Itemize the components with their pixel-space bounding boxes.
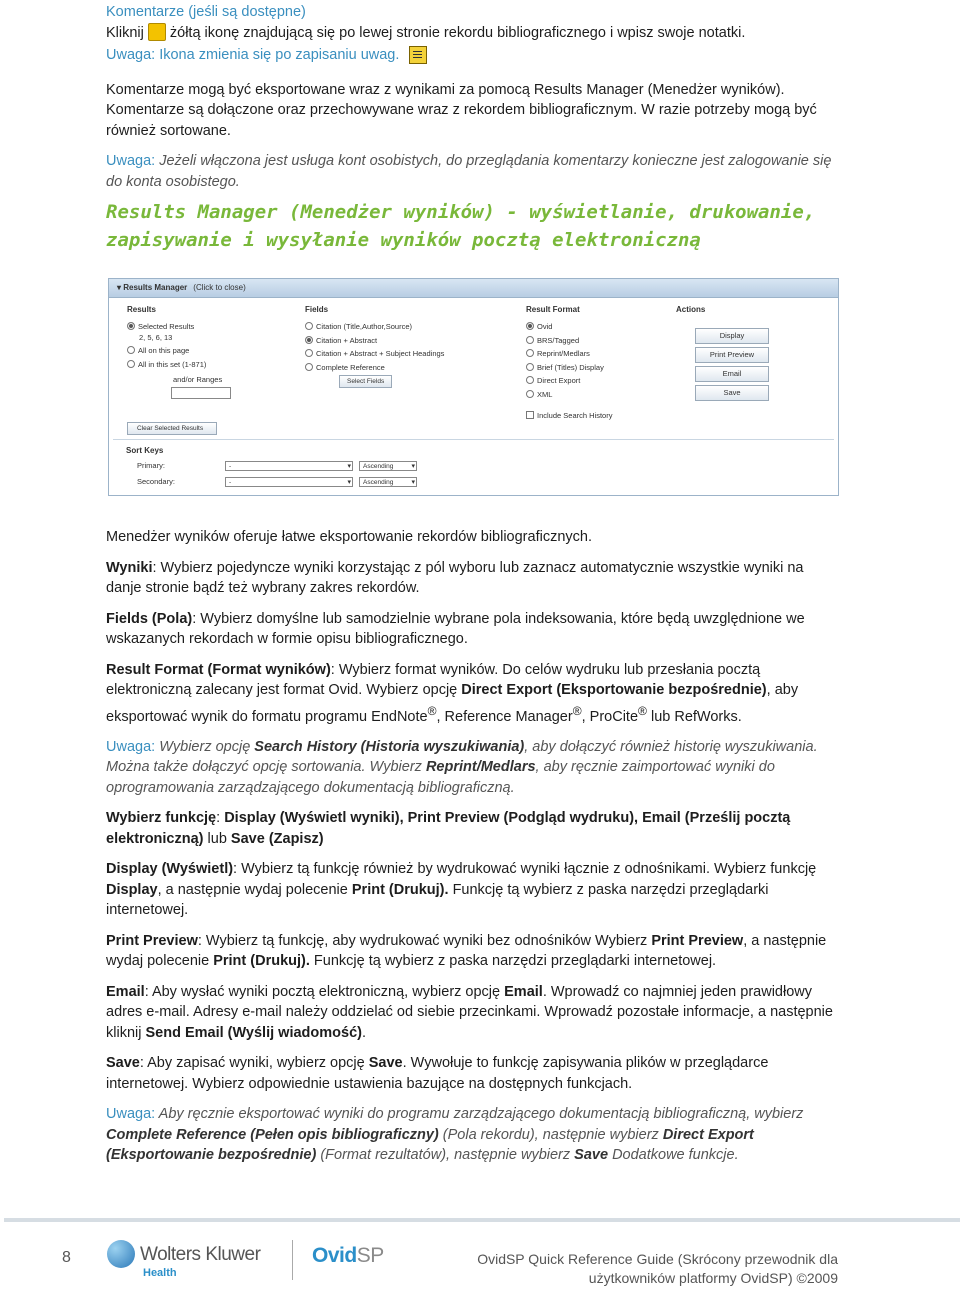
reg-mark: ® bbox=[427, 703, 437, 718]
reg-mark: ® bbox=[638, 703, 647, 718]
radio-icon bbox=[127, 360, 135, 368]
bold-term: Reprint/Medlars bbox=[425, 759, 536, 776]
text: : Wybierz pojedyncze wyniki korzystając z pól wyboru lub zaznacz automatycznie wszystkie wyniki na danje stronie bądź też wybrany zakres rekordów. bbox=[106, 559, 804, 596]
radio-icon bbox=[526, 336, 534, 344]
secondary-sort-select[interactable]: - ▾ bbox=[225, 477, 353, 487]
brand-name: Wolters Kluwer bbox=[140, 1244, 261, 1265]
opt-label: Citation + Abstract + Subject Headings bbox=[316, 349, 445, 358]
opt-format[interactable] bbox=[526, 320, 612, 334]
opt-label: Reprint/Medlars bbox=[537, 349, 590, 358]
saved-note-icon bbox=[409, 46, 427, 64]
divider bbox=[113, 439, 834, 440]
text: Dodatkowe funkcje. bbox=[608, 1147, 739, 1164]
text: : Wybierz domyślne lub samodzielnie wybrane pola indeksowania, które będą uwzględnione we wskazanych rekordach w formie opisu bibliograficznego. bbox=[106, 610, 805, 647]
rm-results-col bbox=[127, 305, 231, 399]
bold-term: Email bbox=[106, 983, 145, 1000]
para-result-format bbox=[106, 660, 841, 727]
bold-term: Wybierz funkcję bbox=[106, 810, 217, 827]
opt-format[interactable] bbox=[526, 374, 612, 388]
include-history-checkbox[interactable] bbox=[526, 409, 612, 423]
reg-mark: ® bbox=[572, 703, 582, 718]
text: , ProCite bbox=[581, 708, 639, 725]
radio-icon bbox=[127, 322, 135, 330]
bold-term: Result Format (Format wyników) bbox=[106, 661, 331, 678]
rm-results-title: Results bbox=[127, 305, 156, 314]
text: (Format rezultatów), następnie wybierz bbox=[316, 1147, 575, 1164]
text: . Wywołuje to funkcję zapisywania plików w przeglądarce internetowej. Wybierz odpowiednie ustawienia bazujące na dostępnych funkcjach. bbox=[106, 1055, 769, 1092]
email-button[interactable]: Email bbox=[695, 366, 769, 382]
ranges-input[interactable] bbox=[171, 387, 231, 399]
opt-label: Ovid bbox=[537, 322, 553, 331]
body-text bbox=[106, 527, 841, 1166]
text: . bbox=[361, 1024, 366, 1041]
note-text: Ikona zmienia się po zapisaniu uwag. bbox=[159, 47, 400, 63]
guide-title: OvidSP Quick Reference Guide (Skrócony przewodnik dla użytkowników platformy OvidSP) ©2009 bbox=[477, 1251, 838, 1286]
footer-separator bbox=[292, 1240, 293, 1280]
radio-icon bbox=[526, 363, 534, 371]
results-manager-panel bbox=[108, 278, 839, 496]
text: . Wprowadź co najmniej jeden prawidłowy adres e-mail. Adresy e-mail należy oddzielać od siebie przecinkami. Wprowadź pozostałe informacje, a następnie kliknij bbox=[106, 983, 833, 1041]
rm-format-title: Result Format bbox=[526, 305, 580, 314]
comments-line1 bbox=[106, 23, 841, 44]
para-save bbox=[106, 1053, 841, 1094]
opt-label: All in this set (1-871) bbox=[138, 359, 207, 369]
bold-term: Print (Drukuj). bbox=[213, 953, 310, 970]
opt-all-page[interactable] bbox=[127, 344, 231, 358]
save-button[interactable]: Save bbox=[695, 385, 769, 401]
para-fields bbox=[106, 609, 841, 650]
primary-label: Primary: bbox=[137, 461, 165, 470]
rm-close-hint: (Click to close) bbox=[193, 283, 246, 292]
and-or-ranges: and/or Ranges bbox=[173, 375, 223, 384]
bold-term: Display bbox=[106, 881, 158, 898]
opt-format[interactable] bbox=[526, 347, 612, 361]
logo-sp: SP bbox=[356, 1244, 384, 1267]
rm-format-col bbox=[526, 305, 612, 423]
rm-fields-col bbox=[305, 305, 444, 388]
text: Kliknij bbox=[106, 24, 144, 41]
text: lub bbox=[203, 830, 231, 847]
bold-term: Save (Zapisz) bbox=[230, 830, 324, 847]
bold-term: Display (Wyświetl wyniki), Print Preview (Podgląd wydruku), Email (Prześlij pocztą elektroniczną) bbox=[106, 810, 791, 847]
text: : bbox=[216, 810, 225, 827]
text: : Wybierz tą funkcję, aby wydrukować wyniki bez odnośników Wybierz bbox=[197, 932, 652, 949]
opt-format[interactable] bbox=[526, 334, 612, 348]
footer-divider bbox=[4, 1218, 960, 1222]
radio-icon bbox=[526, 390, 534, 398]
radio-icon bbox=[305, 322, 313, 330]
radio-icon bbox=[305, 336, 313, 344]
radio-icon bbox=[526, 349, 534, 357]
selected-list: 2, 5, 6, 13 bbox=[139, 332, 173, 342]
bold-term: Direct Export (Eksportowanie bezpośrednie) bbox=[461, 682, 767, 698]
comments-note bbox=[106, 45, 841, 66]
para-email bbox=[106, 982, 841, 1044]
opt-field[interactable] bbox=[305, 320, 444, 334]
bold-term: Display (Wyświetl) bbox=[106, 861, 234, 878]
text: , aby eksportować wynik do formatu programu EndNote bbox=[106, 682, 799, 725]
logo-ovid: Ovid bbox=[312, 1244, 357, 1267]
rm-actions-col bbox=[676, 305, 769, 404]
comments-para: Komentarze mogą być eksportowane wraz z wynikami za pomocą Results Manager (Menedżer wyników). Komentarze są dołączone oraz przechowywane wraz z rekordem bibliograficznym. W razie potrzeby mogą być również sortowane. bbox=[106, 81, 817, 139]
radio-icon bbox=[305, 363, 313, 371]
primary-sort-select[interactable]: - ▾ bbox=[225, 461, 353, 471]
note-label: Uwaga: bbox=[106, 47, 156, 63]
comments-note2 bbox=[106, 151, 841, 192]
opt-field[interactable] bbox=[305, 347, 444, 361]
bold-term: Direct Export (Eksportowanie bezpośrednie) bbox=[106, 1126, 754, 1164]
text: Aby ręcznie eksportować wyniki do programu zarządzającego dokumentacją bibliograficzną, wybierz bbox=[155, 1106, 804, 1123]
opt-field[interactable] bbox=[305, 334, 444, 348]
checkbox-icon bbox=[526, 411, 534, 419]
note-manual-export bbox=[106, 1104, 841, 1166]
section-title: Results Manager (Menedżer wyników) - wyświetlanie, drukowanie, zapisywanie i wysyłanie wyników pocztą elektroniczną bbox=[106, 201, 816, 251]
bold-term: Save bbox=[574, 1147, 609, 1164]
note-label: Uwaga: bbox=[106, 738, 156, 755]
bold-term: Print (Drukuj). bbox=[351, 881, 449, 898]
rm-fields-title: Fields bbox=[305, 305, 329, 314]
text: Funkcję tą wybierz z paska narzędzi przeglądarki internetowej. bbox=[309, 953, 717, 970]
brand-sub: Health bbox=[143, 1267, 177, 1279]
opt-field[interactable] bbox=[305, 361, 444, 375]
text: żółtą ikonę znajdującą się po lewej stronie rekordu bibliograficznego i wpisz swoje notatki. bbox=[169, 24, 746, 41]
display-button[interactable]: Display bbox=[695, 328, 769, 344]
text: lub RefWorks. bbox=[646, 708, 742, 725]
print-preview-button[interactable]: Print Preview bbox=[695, 347, 769, 363]
sort-keys-title: Sort Keys bbox=[126, 446, 164, 455]
bold-term: Wyniki bbox=[106, 559, 153, 576]
rm-header[interactable]: ▾ Results Manager (Click to close) bbox=[109, 279, 838, 298]
opt-label: BRS/Tagged bbox=[537, 335, 580, 345]
rm-actions-title: Actions bbox=[676, 305, 706, 314]
opt-label: Citation + Abstract bbox=[316, 335, 378, 345]
note-search-history bbox=[106, 737, 841, 799]
select-fields-button[interactable]: Select Fields bbox=[339, 375, 392, 388]
para-display bbox=[106, 859, 841, 921]
yellow-note-icon bbox=[148, 23, 166, 41]
comments-heading: Komentarze (jeśli są dostępne) bbox=[106, 4, 306, 20]
text: , aby dołączyć również historię wyszukiwania. Można także dołączyć opcję sortowania. Wybierz bbox=[106, 738, 818, 776]
radio-icon bbox=[305, 349, 313, 357]
opt-label: Brief (Titles) Display bbox=[537, 362, 604, 372]
bold-term: Fields (Pola) bbox=[106, 610, 193, 627]
opt-all-set[interactable] bbox=[127, 358, 231, 372]
radio-icon bbox=[526, 376, 534, 384]
opt-label: All on this page bbox=[138, 346, 190, 355]
text: : Aby zapisać wyniki, wybierz opcję bbox=[139, 1055, 369, 1072]
text: : Aby wysłać wyniki pocztą elektroniczną, wybierz opcję bbox=[144, 983, 505, 1000]
rm-intro: Menedżer wyników oferuje łatwe eksportowanie rekordów bibliograficznych. bbox=[106, 529, 592, 545]
bold-term: Search History (Historia wyszukiwania) bbox=[254, 738, 525, 755]
bold-term: Print Preview bbox=[651, 932, 744, 949]
radio-icon bbox=[526, 322, 534, 330]
bold-term: Send Email (Wyślij wiadomość) bbox=[145, 1024, 362, 1041]
opt-label: Include Search History bbox=[537, 411, 613, 420]
primary-order-select[interactable]: Ascending ▾ bbox=[359, 461, 417, 471]
text: Wybierz opcję bbox=[155, 738, 255, 755]
secondary-order-select[interactable]: Ascending ▾ bbox=[359, 477, 417, 487]
text: , a następnie wydaj polecenie bbox=[157, 881, 352, 898]
para-wyniki bbox=[106, 558, 841, 599]
text: : Wybierz tą funkcję również by wydrukować wyniki łącznie z odnośnikami. Wybierz funkcję bbox=[233, 861, 817, 878]
bold-term: Email bbox=[504, 983, 543, 1000]
opt-format[interactable] bbox=[526, 361, 612, 375]
clear-selected-button[interactable]: Clear Selected Results bbox=[127, 422, 217, 435]
text: , Reference Manager bbox=[436, 708, 573, 725]
bold-term: Save bbox=[368, 1055, 403, 1072]
radio-icon bbox=[127, 346, 135, 354]
note-label: Uwaga: bbox=[106, 153, 156, 169]
bold-term: Print Preview bbox=[106, 932, 198, 949]
text: (Pola rekordu), następnie wybierz bbox=[438, 1126, 663, 1143]
bold-term: Save bbox=[106, 1055, 140, 1072]
bold-term: Complete Reference (Pełen opis bibliograficzny) bbox=[106, 1126, 439, 1143]
opt-format[interactable] bbox=[526, 388, 612, 402]
secondary-label: Secondary: bbox=[137, 477, 175, 486]
opt-label: Direct Export bbox=[537, 376, 581, 385]
rm-title: Results Manager bbox=[123, 283, 188, 292]
opt-label: Selected Results bbox=[138, 322, 195, 331]
ovidsp-logo bbox=[312, 1244, 384, 1268]
text: : Wybierz format wyników. Do celów wydruku lub przesłania pocztą elektroniczną zalecany jest format Ovid. Wybierz opcję bbox=[106, 661, 761, 698]
opt-label: Citation (Title,Author,Source) bbox=[316, 322, 413, 331]
wolters-kluwer-logo-icon bbox=[107, 1240, 135, 1268]
opt-label: XML bbox=[537, 389, 553, 399]
page-number: 8 bbox=[62, 1249, 71, 1266]
text: , a następnie wydaj polecenie bbox=[106, 932, 827, 970]
note-label: Uwaga: bbox=[106, 1106, 156, 1123]
note-text: Jeżeli włączona jest usługa kont osobistych, do przeglądania komentarzy konieczne jest zalogowanie się do konta osobistego. bbox=[106, 153, 832, 190]
para-print-preview bbox=[106, 931, 841, 972]
text: Funkcję tą wybierz z paska narzędzi przeglądarki internetowej. bbox=[106, 881, 769, 919]
para-functions bbox=[106, 808, 841, 849]
text: , aby ręcznie zaimportować wyniki do oprogramowania zarządzającego dokumentacją bibliograficzną. bbox=[106, 759, 775, 796]
page-content bbox=[106, 2, 841, 254]
opt-label: Complete Reference bbox=[316, 362, 385, 372]
